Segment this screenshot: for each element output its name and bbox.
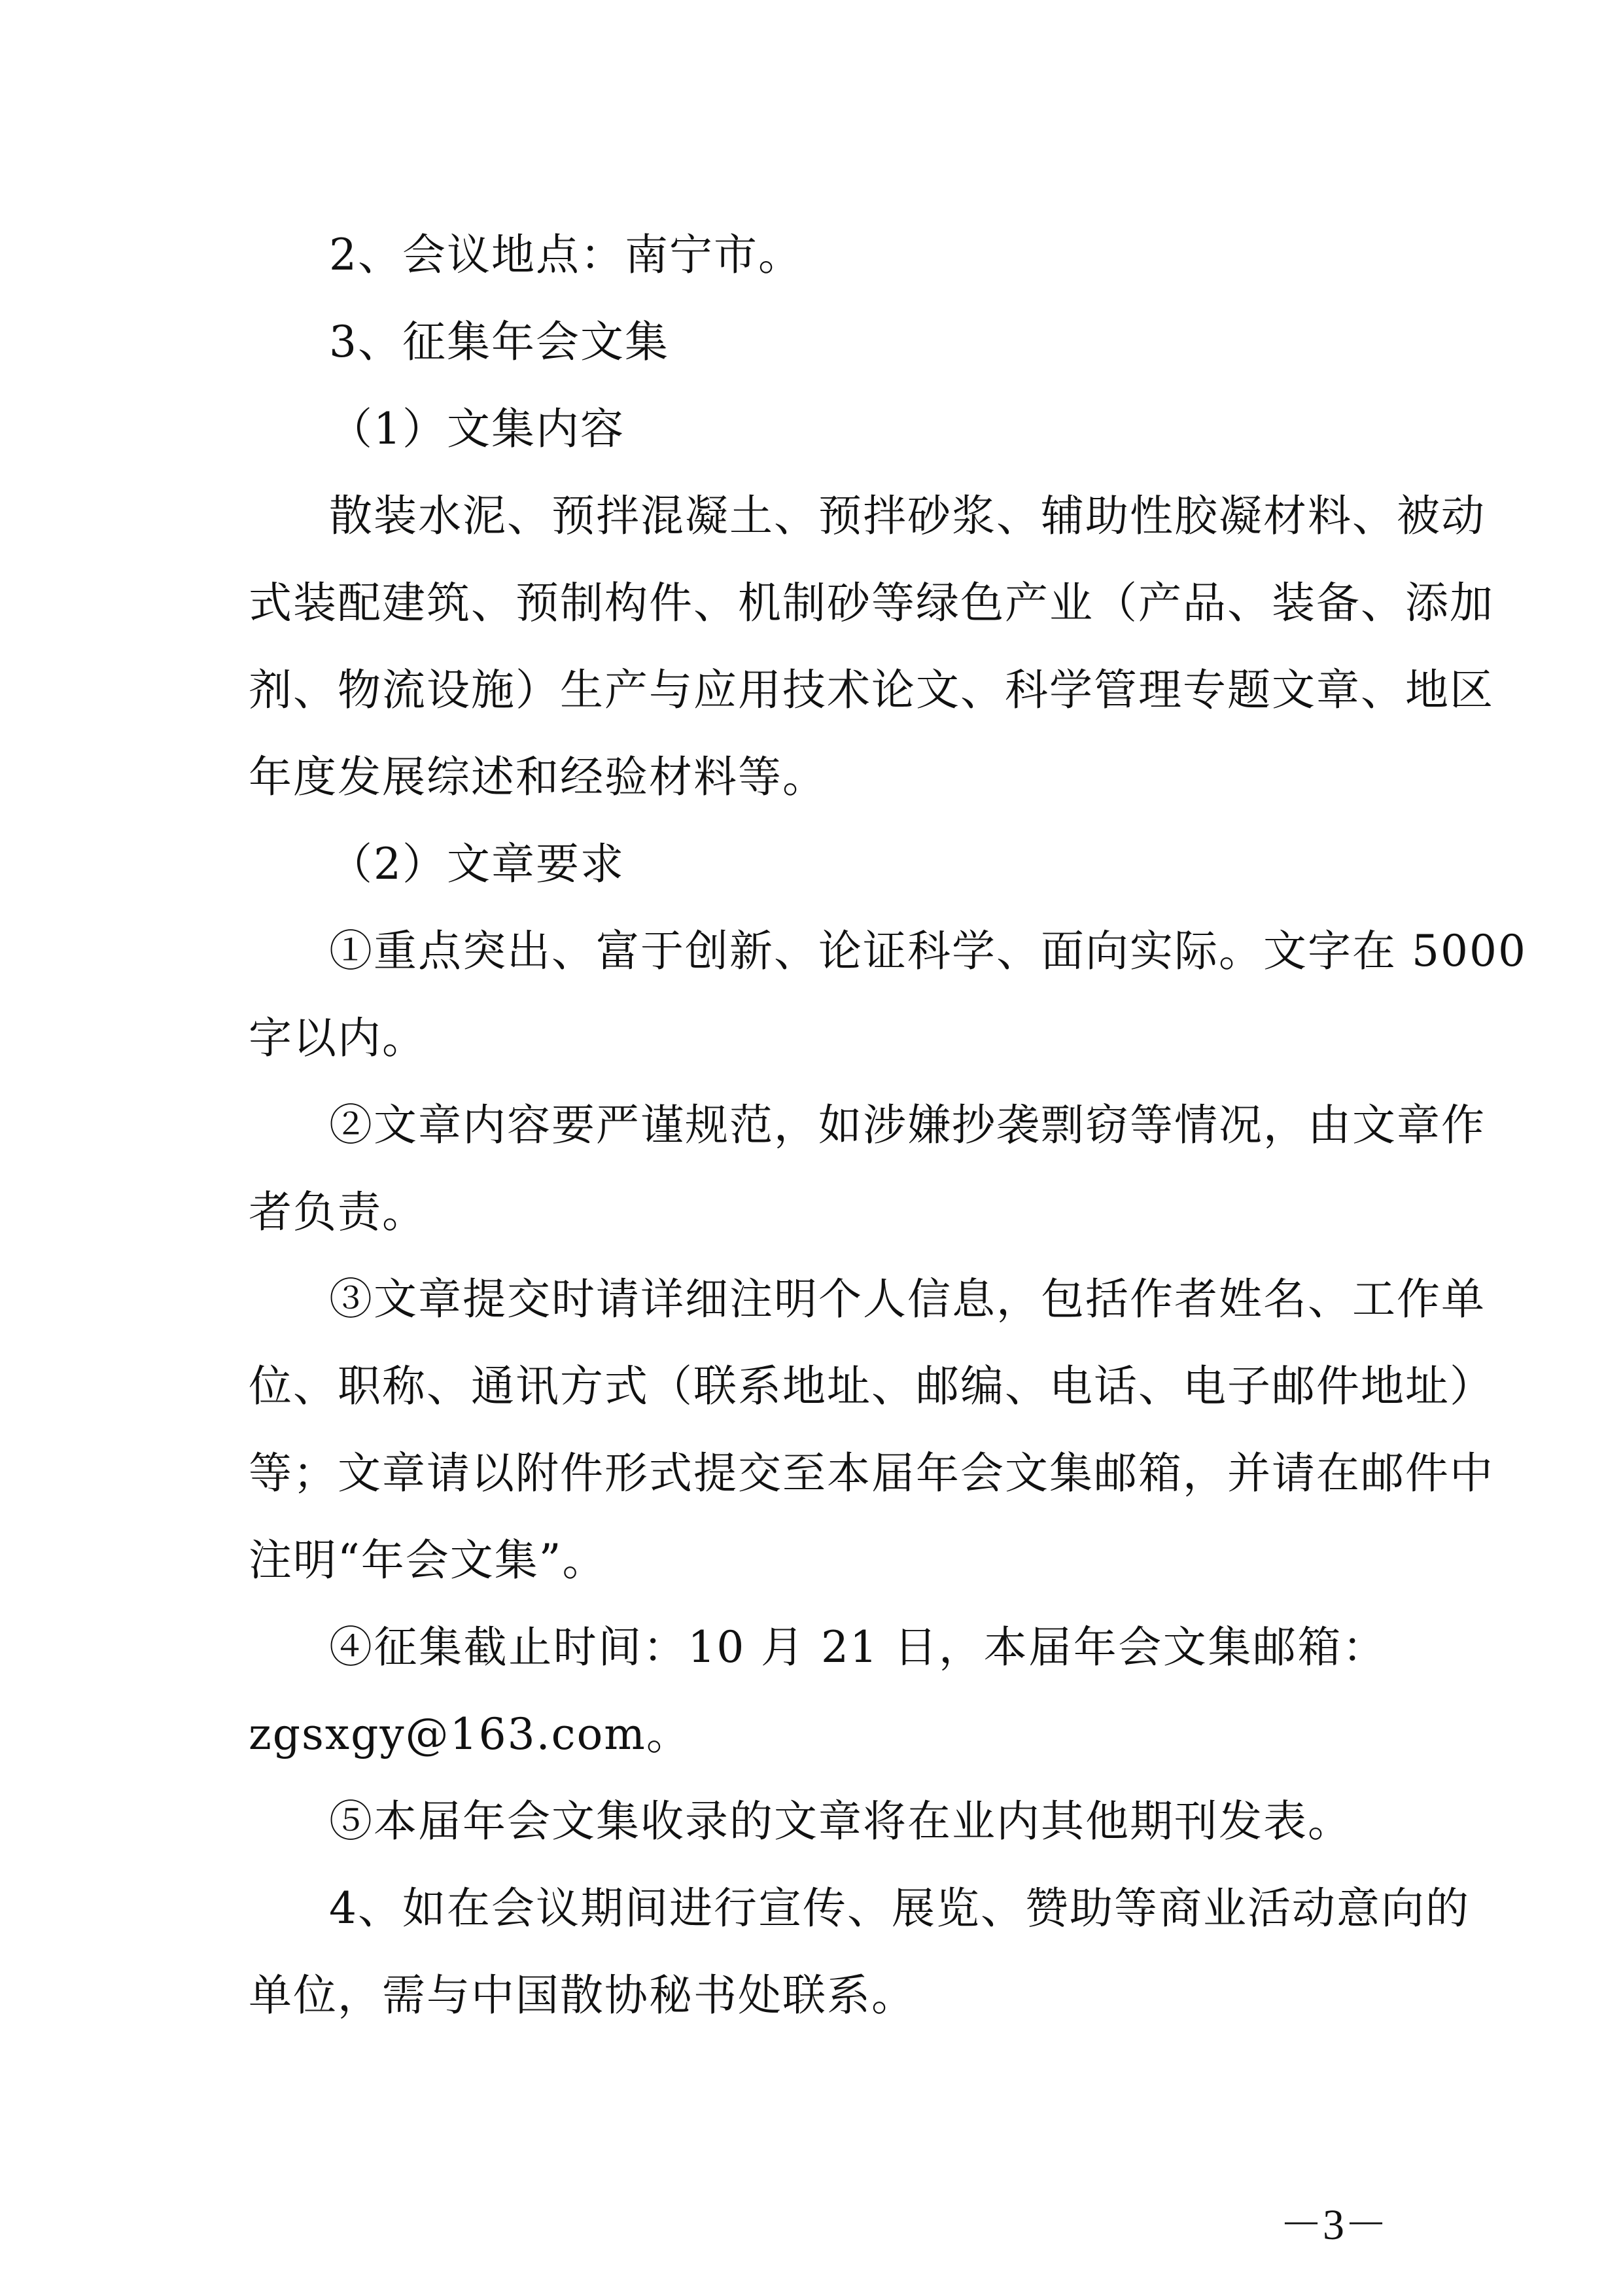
requirement-3-line: 注明“年会文集”。	[249, 1535, 607, 1585]
item-2-meeting-location: 2、会议地点：南宁市。	[329, 230, 803, 280]
subheading-article-requirements: （2）文章要求	[329, 839, 625, 889]
subheading-collection-content: （1）文集内容	[329, 404, 625, 454]
requirement-4-line: ④征集截止时间：10 月 21 日，本届年会文集邮箱：	[329, 1622, 1387, 1672]
requirement-1-line: ①重点突出、富于创新、论证科学、面向实际。文字在 5000	[329, 926, 1527, 976]
paragraph-line: 散装水泥、预拌混凝土、预拌砂浆、辅助性胶凝材料、被动	[329, 491, 1486, 541]
requirement-3-line: ③文章提交时请详细注明个人信息，包括作者姓名、工作单	[329, 1274, 1486, 1324]
requirement-2-line: 者负责。	[249, 1187, 427, 1237]
requirement-3-line: 等；文章请以附件形式提交至本届年会文集邮箱，并请在邮件中	[249, 1448, 1494, 1498]
requirement-2-line: ②文章内容要严谨规范，如涉嫌抄袭剽窃等情况，由文章作	[329, 1100, 1486, 1150]
paragraph-line: 年度发展综述和经验材料等。	[249, 752, 827, 802]
paragraph-line: 剂、物流设施）生产与应用技术论文、科学管理专题文章、地区	[249, 665, 1494, 715]
item-4-line: 4、如在会议期间进行宣传、展览、赞助等商业活动意向的	[329, 1883, 1470, 1934]
requirement-5-line: ⑤本届年会文集收录的文章将在业内其他期刊发表。	[329, 1796, 1352, 1846]
requirement-1-line: 字以内。	[249, 1013, 427, 1063]
email-address: zgsxgy@163.com。	[249, 1709, 691, 1759]
requirement-3-line: 位、职称、通讯方式（联系地址、邮编、电话、电子邮件地址）	[249, 1361, 1494, 1411]
paragraph-line: 式装配建筑、预制构件、机制砂等绿色产业（产品、装备、添加	[249, 578, 1494, 628]
item-3-heading: 3、征集年会文集	[329, 317, 669, 367]
page-number: －3－	[1280, 2201, 1387, 2249]
item-4-line: 单位，需与中国散协秘书处联系。	[249, 1970, 916, 2021]
